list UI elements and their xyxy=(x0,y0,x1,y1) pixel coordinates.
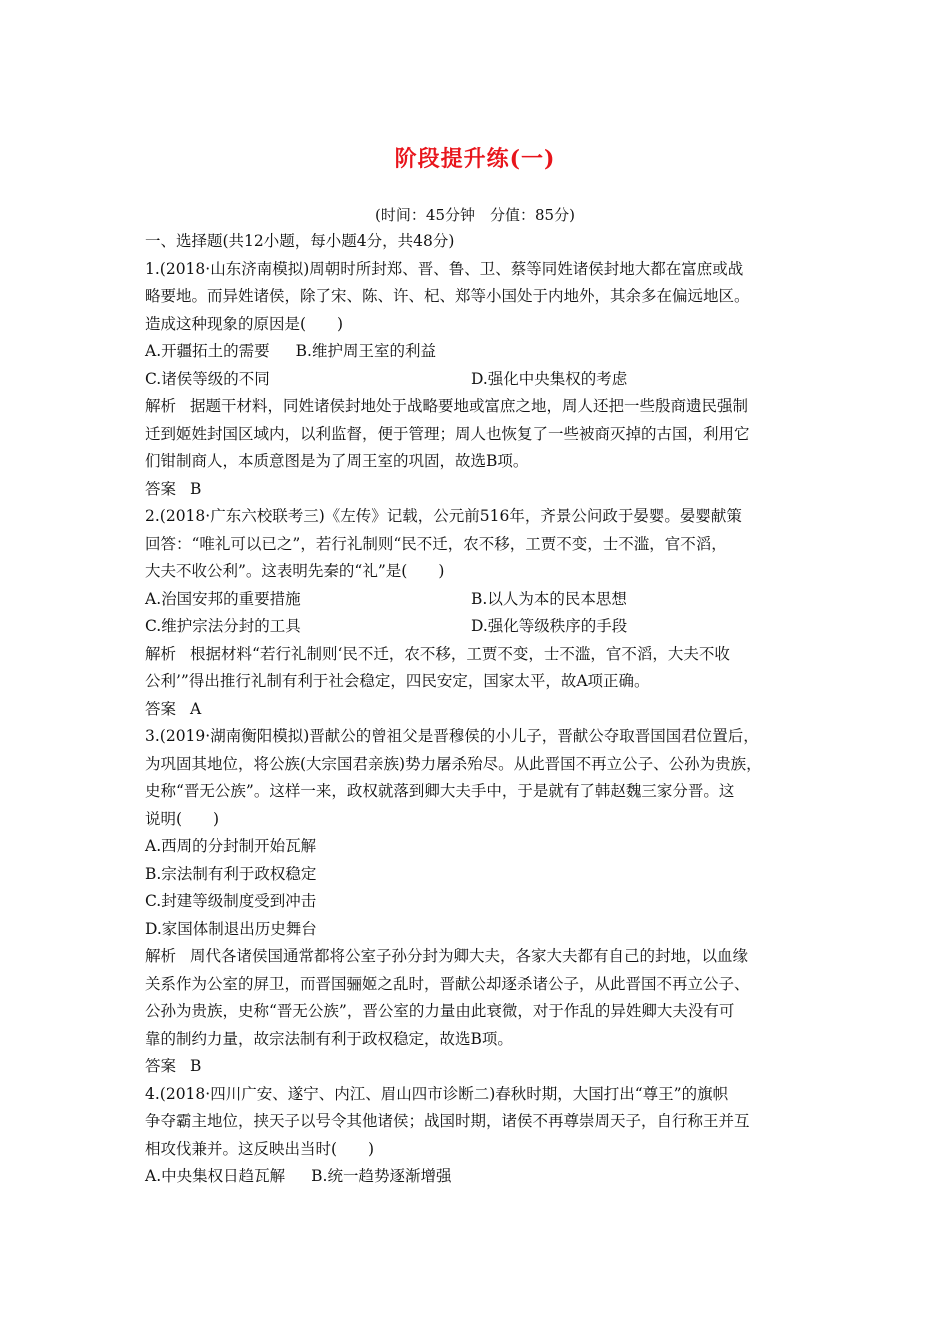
q3-answer xyxy=(145,1053,813,1081)
analysis-text: 根据材料“若行礼制则‘民不迁，农不移，工贾不变，士不滥，官不滔，大夫不收 xyxy=(190,644,730,663)
answer-label: 答案 xyxy=(145,479,177,498)
q3-analysis-line: 靠的制约力量，故宗法制有利于政权稳定，故选B项。 xyxy=(145,1029,513,1048)
exam-meta: (时间：45分钟 分值：85分) xyxy=(375,206,575,224)
analysis-label: 解析 xyxy=(145,947,177,965)
q2-option-a: A.治国安邦的重要措施 xyxy=(145,589,301,608)
answer-label: 答案 xyxy=(145,1057,177,1075)
q3-option-b: B.宗法制有利于政权稳定 xyxy=(145,864,317,883)
q1-analysis-line: 迁到姬姓封国区域内，以利监督，便于管理；周人也恢复了一些被商灭掉的古国，利用它 xyxy=(145,424,750,443)
q2-options-row-1 xyxy=(145,586,813,614)
question-1 xyxy=(145,256,813,504)
q1-analysis-line: 们钳制商人，本质意图是为了周王室的巩固，故选B项。 xyxy=(145,452,529,470)
q1-option-d: D.强化中央集权的考虑 xyxy=(471,369,628,388)
q1-answer xyxy=(145,476,813,504)
q2-stem-line: 回答：“唯礼可以已之”，若行礼制则“民不迁，农不移，工贾不变，士不滥，官不滔， xyxy=(145,534,727,553)
q1-options-row-1 xyxy=(145,338,813,366)
question-2 xyxy=(145,503,813,723)
q3-analysis-line xyxy=(145,943,813,971)
analysis-label: 解析 xyxy=(145,397,177,415)
q2-option-d: D.强化等级秩序的手段 xyxy=(471,617,628,635)
q1-options-row-2 xyxy=(145,366,813,394)
q3-option-a: A.西周的分封制开始瓦解 xyxy=(145,837,317,855)
question-4 xyxy=(145,1081,813,1191)
document-body xyxy=(145,228,813,1191)
q2-analysis-line: 公利’”得出推行礼制有利于社会稳定，四民安定，国家太平，故A项正确。 xyxy=(145,672,650,690)
q1-option-a: A.开疆拓土的需要 xyxy=(145,342,270,360)
analysis-text: 据题干材料，同姓诸侯封地处于战略要地或富庶之地，周人还把一些殷商遗民强制 xyxy=(190,397,749,415)
q1-option-c: C.诸侯等级的不同 xyxy=(145,369,270,388)
q2-analysis-line xyxy=(145,641,813,669)
q1-stem-line: 造成这种现象的原因是( ) xyxy=(145,314,344,333)
q1-option-b: B.维护周王室的利益 xyxy=(295,342,436,360)
answer-value: A xyxy=(190,699,202,718)
q2-stem-line: 2.(2018·广东六校联考三)《左传》记载，公元前516年，齐景公问政于晏婴。晏婴献策 xyxy=(145,507,742,525)
q2-answer xyxy=(145,696,813,724)
q2-stem-line: 大夫不收公利”。这表明先秦的“礼”是( ) xyxy=(145,562,445,580)
q4-stem-line: 争夺霸主地位，挟天子以号令其他诸侯；战国时期，诸侯不再尊崇周天子，自行称王并互 xyxy=(145,1112,750,1130)
page-title: 阶段提升练(一) xyxy=(394,146,556,172)
q3-option-c: C.封建等级制度受到冲击 xyxy=(145,892,317,910)
q2-option-c: C.维护宗法分封的工具 xyxy=(145,617,301,635)
q1-analysis-line xyxy=(145,393,813,421)
q4-options-row-1 xyxy=(145,1163,813,1191)
q3-stem-line: 史称“晋无公族”。这样一来，政权就落到卿大夫手中，于是就有了韩赵魏三家分晋。这 xyxy=(145,782,735,800)
q3-stem-line: 说明( ) xyxy=(145,809,220,828)
q4-stem-line: 相攻伐兼并。这反映出当时( ) xyxy=(145,1139,375,1158)
q4-option-a: A.中央集权日趋瓦解 xyxy=(145,1167,286,1185)
q1-stem-line: 略要地。而异姓诸侯，除了宋、陈、许、杞、郑等小国处于内地外，其余多在偏远地区。 xyxy=(145,287,750,305)
q4-option-b: B.统一趋势逐渐增强 xyxy=(311,1167,452,1185)
analysis-label: 解析 xyxy=(145,644,177,663)
section-heading: 一、选择题(共12小题，每小题4分，共48分) xyxy=(145,232,455,250)
q3-analysis-line: 公孙为贵族，史称“晋无公族”，晋公室的力量由此衰微，对于作乱的异姓卿大夫没有可 xyxy=(145,1002,735,1020)
answer-value: B xyxy=(190,479,202,498)
analysis-text: 周代各诸侯国通常都将公室子孙分封为卿大夫，各家大夫都有自己的封地，以血缘 xyxy=(190,947,749,965)
question-3 xyxy=(145,723,813,1081)
q3-analysis-line: 关系作为公室的屏卫，而晋国骊姬之乱时，晋献公却逐杀诸公子，从此晋国不再立公子、 xyxy=(145,974,750,993)
q3-stem-line: 为巩固其地位，将公族(大宗国君亲族)势力屠杀殆尽。从此晋国不再立公子、公孙为贵族， xyxy=(145,754,762,773)
answer-value: B xyxy=(190,1057,202,1075)
q2-options-row-2 xyxy=(145,613,813,641)
q4-stem-line: 4.(2018·四川广安、遂宁、内江、眉山四市诊断二)春秋时期，大国打出“尊王”的旗帜 xyxy=(145,1084,729,1103)
answer-label: 答案 xyxy=(145,699,177,718)
q1-stem-line: 1.(2018·山东济南模拟)周朝时所封郑、晋、鲁、卫、蔡等同姓诸侯封地大都在富庶或战 xyxy=(145,259,744,278)
q3-option-d: D.家国体制退出历史舞台 xyxy=(145,919,317,938)
q3-stem-line: 3.(2019·湖南衡阳模拟)晋献公的曾祖父是晋穆侯的小儿子，晋献公夺取晋国国君位置后， xyxy=(145,727,759,745)
q2-option-b: B.以人为本的民本思想 xyxy=(471,589,627,608)
